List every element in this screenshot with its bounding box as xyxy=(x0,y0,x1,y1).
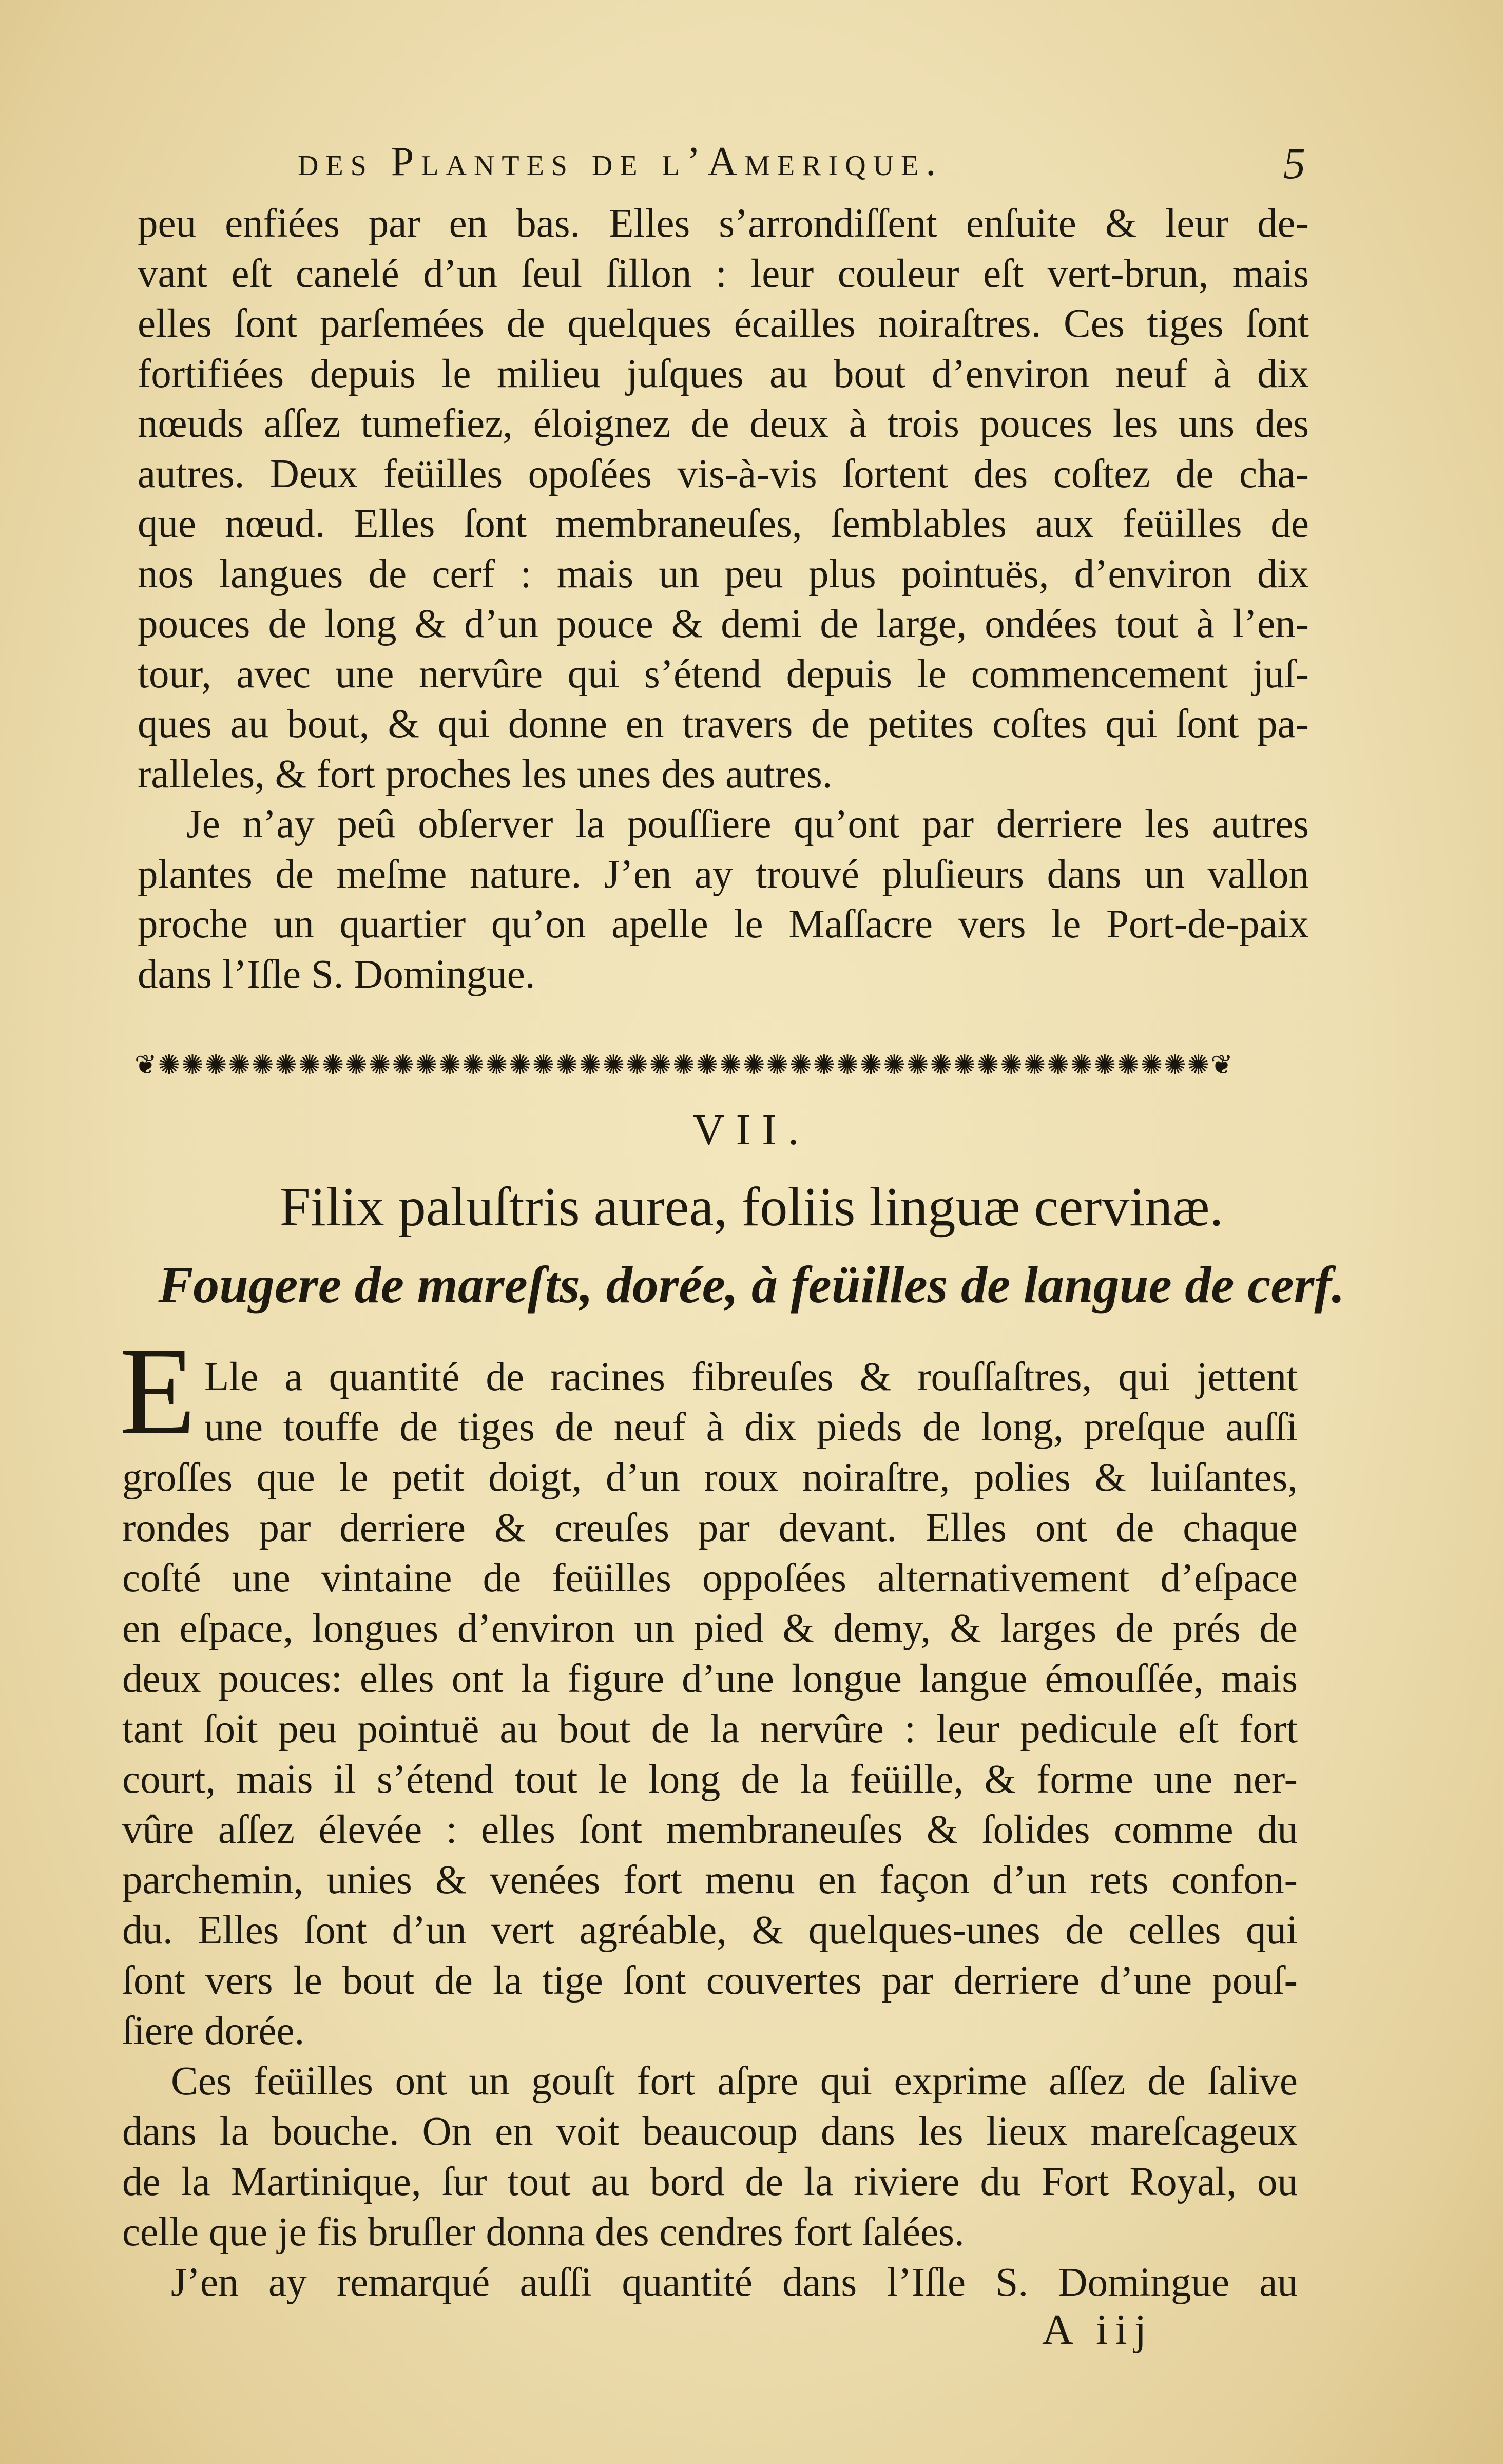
text-line: une touffe de tiges de neuf à dix pieds de long, preſque auſſi xyxy=(204,1405,1298,1450)
text-line: rondes par derriere & creuſes par devant. Elles ont de chaque xyxy=(122,1506,1298,1550)
text-line: fortifiées depuis le milieu juſques au bout d’environ neuf à dix xyxy=(138,351,1309,396)
section-number: VII. xyxy=(692,1105,811,1154)
text-line: du. Elles ſont d’un vert agréable, & quelques-unes de celles qui xyxy=(122,1908,1298,1953)
text-line: coſté une vintaine de feüilles oppoſées alternativement d’eſpace xyxy=(122,1556,1298,1601)
text-line: peu enfiées par en bas. Elles s’arrondiſſent enſuite & leur de- xyxy=(138,201,1309,246)
text-line: dans la bouche. On en voit beaucoup dans les lieux mareſcageux xyxy=(122,2109,1298,2154)
text-line: ſiere dorée. xyxy=(122,2009,305,2053)
section-body-block xyxy=(122,1352,1298,2308)
text-line: que nœud. Elles ſont membraneuſes, ſemblables aux feüilles de xyxy=(138,502,1309,546)
text-line: nos langues de cerf : mais un peu plus pointuës, d’environ dix xyxy=(138,551,1309,596)
text-line: Ces feüilles ont un gouſt fort aſpre qui exprime aſſez de ſalive xyxy=(171,2059,1298,2104)
text-line: J’en ay remarqué auſſi quantité dans l’Iſle S. Domingue au xyxy=(171,2260,1298,2305)
text-line: celle que je fis bruſler donna des cendres fort ſalées. xyxy=(122,2210,965,2255)
text-line: deux pouces: elles ont la figure d’une longue langue émouſſée, mais xyxy=(122,1657,1298,1701)
text-line: tour, avec une nervûre qui s’étend depuis le commencement juſ- xyxy=(138,651,1309,697)
text-line: en eſpace, longues d’environ un pied & demy, & larges de prés de xyxy=(122,1606,1298,1651)
running-title: des Plantes de l’Amerique. xyxy=(298,139,943,184)
text-line: vûre aſſez élevée : elles ſont membraneuſes & ſolides comme du xyxy=(122,1807,1298,1852)
text-line: de la Martinique, ſur tout au bord de la riviere du Fort Royal, ou xyxy=(122,2160,1298,2204)
text-line: ralleles, & fort proches les unes des autres. xyxy=(138,752,833,797)
signature-mark: A iij xyxy=(1042,2306,1154,2354)
text-line: nœuds aſſez tumefiez, éloignez de deux à trois pouces les uns des xyxy=(138,401,1309,446)
text-line: pouces de long & d’un pouce & demi de large, ondées tout à l’en- xyxy=(138,602,1309,646)
text-line: groſſes que le petit doigt, d’un roux noiraſtre, polies & luiſantes, xyxy=(122,1455,1298,1500)
french-title: Fougere de mareſts, dorée, à feüilles de langue de cerf. xyxy=(158,1256,1345,1314)
drop-cap: E xyxy=(119,1321,196,1460)
text-line: autres. Deux feüilles opoſées vis-à-vis ſortent des coſtez de cha- xyxy=(138,451,1309,496)
ornamental-divider: ❦✺✺✺✺✺✺✺✺✺✺✺✺✺✺✺✺✺✺✺✺✺✺✺✺✺✺✺✺✺✺✺✺✺✺✺✺✺✺✺✺✺✺✺✺✺❦ xyxy=(134,1050,1234,1081)
text-line: proche un quartier qu’on apelle le Maſſacre vers le Port-de-paix xyxy=(138,902,1309,947)
text-line: court, mais il s’étend tout le long de la feüille, & forme une ner- xyxy=(122,1757,1298,1802)
text-line: plantes de meſme nature. J’en ay trouvé pluſieurs dans un vallon xyxy=(138,852,1309,897)
text-line: Lle a quantité de racines fibreuſes & rouſſaſtres, qui jettent xyxy=(204,1355,1298,1399)
text-line: vant eſt canelé d’un ſeul ſillon : leur couleur eſt vert-brun, mais xyxy=(138,251,1309,296)
text-line: ques au bout, & qui donne en travers de petites coſtes qui ſont pa- xyxy=(138,702,1309,746)
latin-title: Filix paluſtris aurea, foliis linguæ cervinæ. xyxy=(279,1177,1224,1238)
text-line: ſont vers le bout de la tige ſont couvertes par derriere d’une pouſ- xyxy=(122,1958,1298,2003)
text-line: elles ſont parſemées de quelques écailles noiraſtres. Ces tiges ſont xyxy=(138,301,1309,346)
page-number: 5 xyxy=(1283,139,1305,188)
text-line: Je n’ay peû obſerver la pouſſiere qu’ont par derriere les autres xyxy=(186,802,1309,846)
text-line: parchemin, unies & venées fort menu en façon d’un rets confon- xyxy=(122,1858,1298,1902)
top-text-block xyxy=(138,199,1309,999)
text-line: tant ſoit peu pointuë au bout de la nervûre : leur pedicule eſt fort xyxy=(122,1707,1298,1751)
text-line: dans l’Iſle S. Domingue. xyxy=(138,952,535,997)
